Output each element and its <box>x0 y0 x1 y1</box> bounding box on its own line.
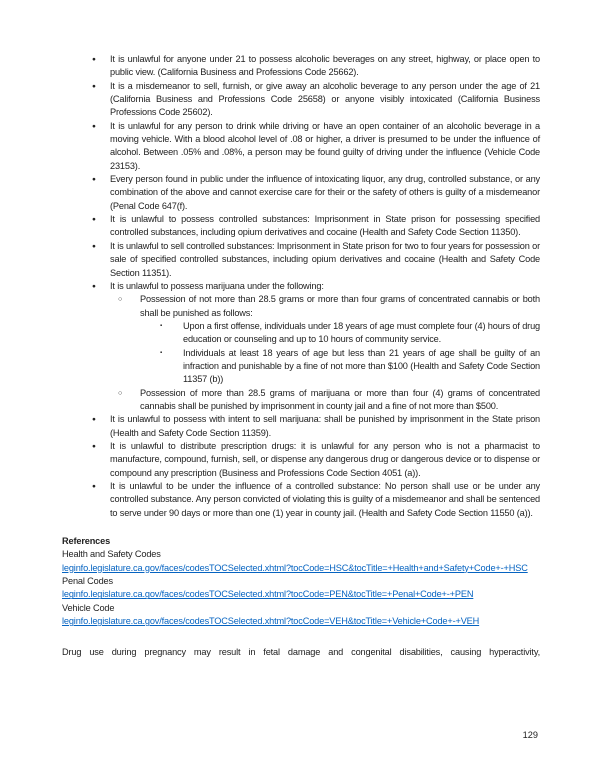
bullet-list <box>62 53 540 520</box>
list-item-text: It is unlawful to be under the influence of a controlled substance: No person shall use or be under any controlled substance. Any person convicted of violating this is guilty of a misdemeanor and shall be sentenced to serve under 90 days or more than one (1) year in county jail. (Health and Safety Code Section 11550 (a)). <box>110 481 540 518</box>
list-item-text: Individuals at least 18 years of age but less than 21 years of age shall be guilty of an infraction and punishable by a fine of not more than $100 (Health and Safety Code Section 11357 (b)) <box>183 347 540 385</box>
bullet-icon: ● <box>92 82 96 90</box>
list-item-text: It is unlawful to possess controlled substances: Imprisonment in State prison for possessing specified controlled substances, including opium derivatives and cocaine (Health and Safety Code Section 11350). <box>110 214 540 238</box>
bullet-icon: ● <box>92 216 96 224</box>
list-item-text: It is unlawful to sell controlled substances: Imprisonment in State prison for two to four years for possession or sale of specified controlled substances, including opium derivatives and cocaine (Health and Safety Code Section 11351). <box>110 240 540 278</box>
list-item <box>62 413 540 440</box>
reference-link-penal[interactable]: leginfo.legislature.ca.gov/faces/codesTOCSelected.xhtml?tocCode=PEN&tocTitle=+Penal+Code+-+PEN <box>62 589 474 600</box>
list-item-text: It is unlawful for anyone under 21 to possess alcoholic beverages on any street, highway, or place open to public view. (California Business and Professions Code 25662). <box>110 54 540 78</box>
list-item-text: Upon a first offense, individuals under 18 years of age must complete four (4) hours of drug education or counseling and up to 10 hours of community service. <box>183 320 540 345</box>
list-item <box>62 480 540 520</box>
bullet-icon: ● <box>92 483 96 490</box>
reference-link-health-safety[interactable]: leginfo.legislature.ca.gov/faces/codesTOCSelected.xhtml?tocCode=HSC&tocTitle=+Health+and+Safety+Code+-+HSC <box>62 562 528 573</box>
page-number: 129 <box>522 730 538 740</box>
circle-bullet-icon: ○ <box>118 296 123 304</box>
reference-link-vehicle[interactable]: leginfo.legislature.ca.gov/faces/codesTOCSelected.xhtml?tocCode=VEH&tocTitle=+Vehicle+Code+-+VEH <box>62 616 480 627</box>
square-bullet-icon: ▪ <box>160 349 162 356</box>
bullet-icon: ● <box>92 176 96 184</box>
closing-paragraph: Drug use during pregnancy may result in fetal damage and congenital disabilities, causing hyperactivity, <box>62 647 540 658</box>
reference-label-penal: Penal Codes <box>62 576 113 587</box>
circle-bullet-icon: ○ <box>118 389 123 397</box>
list-item-text: Possession of not more than 28.5 grams or more than four grams of concentrated cannabis or both shall be punished as follows: <box>140 294 540 318</box>
list-item-text: Possession of more than 28.5 grams of marijuana or more than four (4) grams of concentrated cannabis shall be punished by imprisonment in county jail and a fine of not more than $500. <box>140 387 540 411</box>
list-item-subsub <box>62 347 540 387</box>
list-item <box>62 240 540 280</box>
list-item-text: It is unlawful to possess marijuana under the following: <box>110 280 324 291</box>
list-item-sub <box>62 387 540 414</box>
bullet-icon: ● <box>92 282 96 290</box>
bullet-icon: ● <box>92 416 96 424</box>
reference-label-vehicle: Vehicle Code <box>62 602 115 613</box>
list-item-text: It is a misdemeanor to sell, furnish, or give away an alcoholic beverage to any person under the age of 21 (California Business and Professions Code 25658) or anyone visibly intoxicated (California Business Professions Code 25602). <box>110 80 540 118</box>
reference-label-health-safety: Health and Safety Codes <box>62 549 161 560</box>
list-item-subsub <box>62 320 540 347</box>
list-item-text: Every person found in public under the influence of intoxicating liquor, any drug, controlled substance, or any combination of the above and cannot exercise care for their or the safety of others is guilty of a misdemeanor (Penal Code 647(f). <box>110 174 540 211</box>
bullet-icon: ● <box>92 56 96 63</box>
list-item <box>62 80 540 120</box>
list-item-sub <box>62 293 540 320</box>
square-bullet-icon: ▪ <box>160 322 162 329</box>
bullet-icon: ● <box>92 442 96 450</box>
list-item-text: It is unlawful to possess with intent to sell marijuana: shall be punished by imprisonment in the State prison (Health and Safety Code Section 11359). <box>110 414 540 438</box>
list-item <box>62 213 540 240</box>
list-item <box>62 440 540 480</box>
list-item-text: It is unlawful for any person to drink while driving or have an open container of an alcoholic beverage in a moving vehicle. With a blood alcohol level of .08 or higher, a driver is presumed to be under the influence of alcohol. Between .05% and .08%, a person may be found guilty of driving under the influence (Vehicle Code 23153). <box>110 120 540 171</box>
bullet-icon: ● <box>92 242 96 250</box>
list-item <box>62 120 540 173</box>
references-heading: References <box>62 536 111 547</box>
list-item <box>62 53 540 80</box>
bullet-icon: ● <box>92 122 96 130</box>
references-section <box>62 535 540 628</box>
list-item <box>62 280 540 293</box>
list-item <box>62 173 540 213</box>
list-item-text: It is unlawful to distribute prescription drugs: it is unlawful for any person who is not a pharmacist to manufacture, compound, furnish, sell, or dispense any dangerous drug or dangerous device or to dispense or compound any prescription (Business and Professions Code Section 4051 (a)). <box>110 440 540 478</box>
